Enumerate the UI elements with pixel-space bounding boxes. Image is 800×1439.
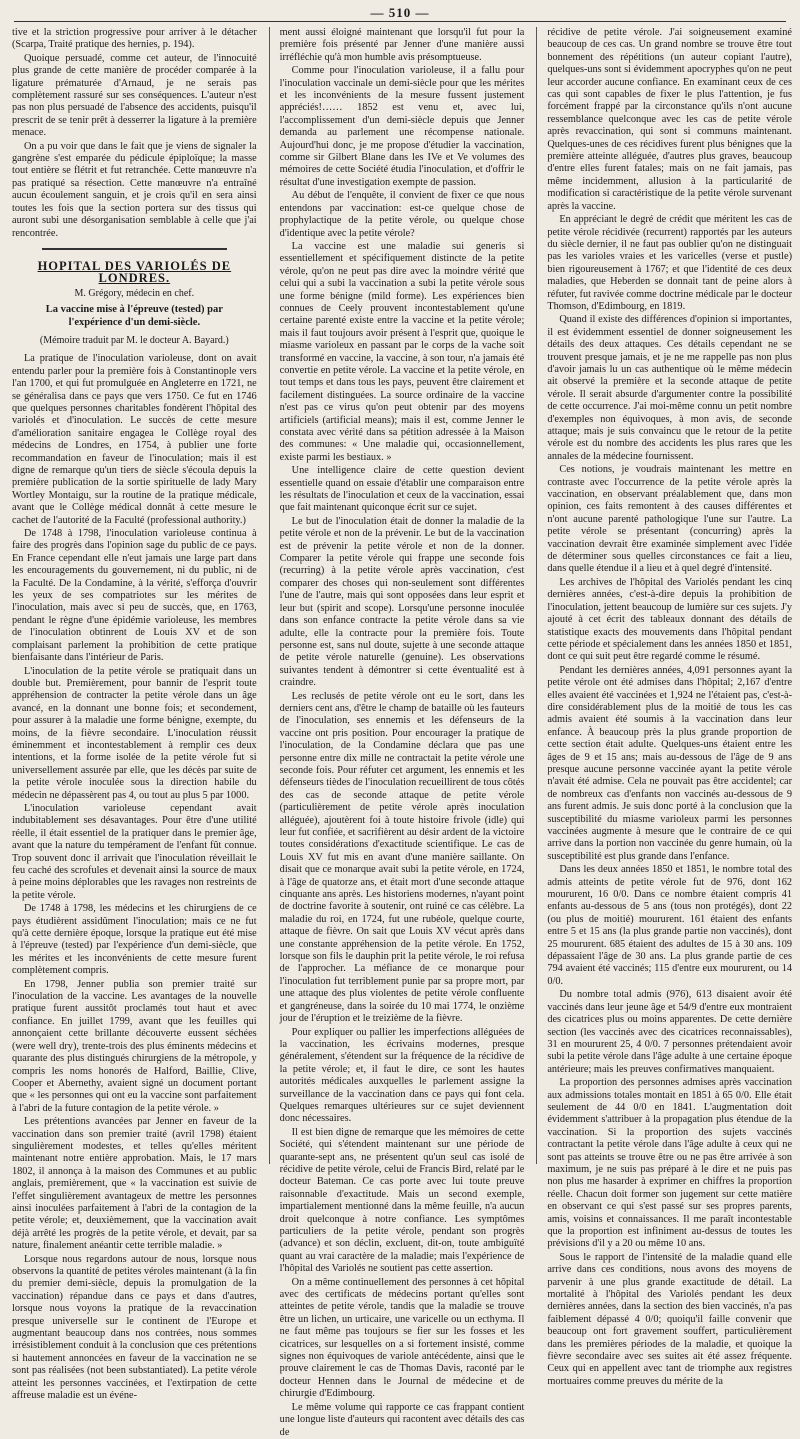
paragraph: Sous le rapport de l'intensité de la maladie quand elle arrive dans ces conditions, nous avons des moyens de parvenir à une plus grande exactitude de détail. La mortalité à l'hôpital des Variolés pendant les deux dernières années, dans la section des bien vaccinés, n'a pas faiblement dépassé 4 0/0; quoiqu'il faille convenir que beaucoup ont fort gravement souffert, particulièrement dans les premières périodes de la maladie, et quoique la fièvre secondaire avec ses suites ait été assez fréquente. Ceux qui en appellent avec tant de triomphe aux registres mortuaires comme preuves du mérite de la xyxy=(547,1251,793,1387)
paragraph: Quoique persuadé, comme cet auteur, de l'innocuité plus grande de cette manière de procéder comparée à la ligature prématurée d'Arnaud, je ne serais pas complètement rassuré sur ses conséquences. L'auteur n'est pas non plus persuadé de l'absence des accidents, puisqu'il prescrit de se tenir prêt à desserrer la ligature à la première menace. xyxy=(12,52,257,139)
column-1 xyxy=(12,27,257,1402)
paragraph: ment aussi éloigné maintenant que lorsqu'il fut pour la première fois présenté par Jenner d'une manière aussi irréfléchie qu'à mon humble avis présomptueuse. xyxy=(279,27,525,63)
column-3 xyxy=(536,27,793,1387)
header-rule xyxy=(14,21,786,22)
paragraph: Dans les deux années 1850 et 1851, le nombre total des admis atteints de petite vérole fut de 976, dont 162 moururent, 16 0/0. Dans ce nombre étaient compris 41 enfants au-dessous de 5 ans (tous non protégés), dont 22 (ou plus de moitié) moururent. 161 étaient des enfants entre 5 et 15 ans (la plus grande partie non vaccinés), dont 25 moururent. 685 étaient des adultes de 15 à 30 ans. 109 dépassaient l'âge de 30 ans. La plus grande partie de ces 794 avaient été vaccinés; 115 d'entre eux moururent, ou 14 0/0. xyxy=(547,864,793,987)
article-separator xyxy=(42,248,227,250)
paragraph: Quand il existe des différences d'opinion si importantes, il est évidemment essentiel de donner soigneusement les détails des deux attaques. Ces détails cependant ne se trouvent presque jamais, et je ne me rappelle pas non plus d'avoir jamais lu un cas authentique où le même médecin ait observé la première et la seconde attaque de petite vérole. Il serait absurde d'argumenter contre la possibilité de cette occurrence. J'ai moi-même connu un petit nombre d'exemples non équivoques, à mon avis, de seconde attaque; mais je suis convaincu que le retour de la petite vérole est du nombre des accidents les plus rares que les annales de la médecine fournissent. xyxy=(547,314,793,462)
paragraph: Le même volume qui rapporte ce cas frappant contient une longue liste d'auteurs qui racontent avec détails des cas de xyxy=(279,1401,525,1438)
article-byline: M. Grégory, médecin en chef. xyxy=(74,287,195,299)
paragraph: Le but de l'inoculation était de donner la maladie de la petite vérole et non de la prévenir. Le but de la vaccination est de prévenir la petite vérole et non de la donner. Comparer la petite vérole qui frappe une seconde fois (recurring) à la petite vérole après vaccination, c'est comparer des choses qui non-seulement sont différentes l'une de l'autre, mais qui sont opposées dans leur esprit et leur but (spirit and scope). Lorsqu'une personne inoculée dans son enfance contracte la petite vérole dans sa vie adulte, elle la contracte pour la première fois. Toute personne est, sans nul doute, sujette à une seconde attaque de petite vérole naturelle (genuine). Les observations suivantes tendent à démontrer si cette éventualité est à craindre. xyxy=(279,515,525,689)
paragraph: On a même continuellement des personnes à cet hôpital avec des certificats de médecins portant qu'elles sont atteintes de petite vérole, tandis que la maladie se trouve être un lichen, un urticaire, une varicelle ou un ecthyma. Il ne faut même pas toujours se fier sur les fosses et les cicatrices, sur lesquelles on a si fortement insisté, comme signes non équivoques de variole antécédente, ainsi que le prouve clairement le cas de Thomas Davis, raconté par le docteur Hennen dans le Journal de médecine et de chirurgie d'Edimbourg. xyxy=(279,1276,525,1400)
page-number: — 510 — xyxy=(370,5,430,20)
paragraph: Pour expliquer ou pallier les imperfections alléguées de la vaccination, les écrivains modernes, presque généralement, s'étendent sur la fréquence de la récidive de la petite vérole; et, il faut le dire, ce sont les hautes autorités médicales auxquelles le parlement assigne la surveillance de la vaccination dans ce pays qui font cela. Quelques remarques ultérieures sur ce sujet deviennent donc nécessaires. xyxy=(279,1026,525,1125)
paragraph: Les archives de l'hôpital des Variolés pendant les cinq dernières années, c'est-à-dire depuis la prohibition de l'inoculation, jettent beaucoup de lumière sur ces sujets. J'y ajouté à cet écrit des tableaux donnant des détails de statistique exacts des mouvements dans l'hôpital pendant cette période et spécialement dans les années 1850 et 1851, dont ce qui suit peut être regardé comme le résumé. xyxy=(547,576,793,663)
paragraph: De 1748 à 1798, les médecins et les chirurgiens de ce pays étudièrent assidûment l'inoculation; mais ce ne fut qu'à cette dernière époque, lorsque la pratique eut été mise à l'épreuve (tested) par l'expérience d'un demi-siècle, que les mérites et les inconvénients de cette mesure furent complètement compris. xyxy=(12,903,257,977)
article-title: HOPITAL DES VARIOLÉS DE LONDRES. xyxy=(37,258,232,286)
text-columns xyxy=(12,27,793,1438)
paragraph: L'inoculation varioleuse cependant avait indubitablement ses désavantages. Pour être d'une utilité réelle, il était essentiel de la pratiquer dans le premier âge, avant que la nature du tempérament de l'enfant fût connue. Trop souvent donc il arrivait que l'inoculation réveillait le feu caché des scrofules et devenait ainsi la source de maux à peine moins déplorables que les ravages non restreints de la petite vérole. xyxy=(12,802,257,901)
paragraph: Comme pour l'inoculation varioleuse, il a fallu pour l'inoculation vaccinale un demi-siècle pour que les mérites et les inconvénients de la mesure fussent justement appréciés!…… 1852 est venu et, avec lui, l'accomplissement d'un demi-siècle depuis que Jenner demanda au parlement une récompense nationale. Aujourd'hui donc, je me propose d'étudier la vaccination, comme sir Gilbert Blane dans les IVe et Ve volumes des mémoires de cette Société étudia l'inoculation, et d'offrir le résultat d'une investigation exempte de passion. xyxy=(279,65,525,188)
paragraph: Pendant les dernières années, 4,091 personnes ayant la petite vérole ont été admises dans l'hôpital; 2,167 d'entre elles avaient été vaccinées et 1,924 ne l'étaient pas, c'est-à-dire considérablement plus de la moitié de tous les cas admis avaient été soumis à la vaccination dans leur enfance. À beaucoup près la plus grande proportion de cette section était adulte. Quelques-uns étaient entre les âges de 9 et 15 ans; mais au-dessous de l'âge de 9 ans presque aucune personne vaccinée ayant la petite vérole n'avait été admise. Cela ne pouvait pas être accidentel; car de nombreux cas d'enfants non vaccinés au-dessous de 9 ans furent admis. Je suis donc porté à la conclusion que la susceptibilité du miasme varioleux parmi les personnes vaccinées augmente à mesure que le contraire de ce qui arrive dans la portion non vaccinée du genre humain, où la susceptibilité est plus grande dans l'enfance. xyxy=(547,664,793,862)
paragraph: Ces notions, je voudrais maintenant les mettre en contraste avec l'occurrence de la petite vérole après la vaccination, en observant préalablement que, dans mon opinion, ces faits remontent à des causes différentes et n'ont aucune parenté pathologique l'une sur l'autre. La petite vérole se présentant (concurring) après la vaccination devrait être examinée simplement avec l'idée de déterminer sous quelles circonstances ce fait a lieu, dans quelle étendue il a lieu et à quel degré d'intensité. xyxy=(547,464,793,575)
paragraph: On a pu voir que dans le fait que je viens de signaler la gangrène s'est emparée du pédicule épiploïque; la masse tout entière se flétrit et fut retranchée. Cette manœuvre n'a pas pratiqué sa résection. Cette manœuvre n'a entraîné aucun écoulement sanguin, et je crois qu'il en sera ainsi toutes les fois que la section portera sur des tissus qui auront subi une désorganisation semblable à celle que j'ai rencontrée. xyxy=(12,140,257,239)
paragraph: tive et la striction progressive pour arriver à le détacher (Scarpa, Traité pratique des hernies, p. 194). xyxy=(12,27,257,51)
paragraph: En 1798, Jenner publia son premier traité sur l'inoculation de la vaccine. Les avantages de la nouvelle pratique furent aussitôt proclamés tout haut et avec confiance. En juillet 1799, avant que les feuilles qui annonçaient cette brillante découverte eussent séchées (were well dry), trente-trois des plus éminents médecins et quarante des plus distingués chirurgiens de la métropole, y compris les noms honorés de Halford, Baillie, Clive, Cooper et Abernethy, avaient signé un document portant que « les personnes qui ont eu la vaccine sont parfaitement à l'abri de la future contagion de la petite vérole. » xyxy=(12,978,257,1114)
paragraph: De 1748 à 1798, l'inoculation varioleuse continua à faire des progrès dans l'opinion sage du public de ce pays. En France cependant elle n'eut jamais une large part dans les encouragements du gouvernement, ni du public, ni de la Faculté. De la Condamine, à la vérité, s'efforça d'ouvrir les yeux de ses compatriotes sur les mérites de l'inoculation, mais avec si peu de succès, que, en 1763, pendant le règne d'une épidémie varioleuse, les membres de l'inoculation obtinrent de Louis XV et de son complaisant parlement la prohibition de cette pratique bienfaisante dans l'intérieur de Paris. xyxy=(12,528,257,664)
paragraph: récidive de petite vérole. J'ai soigneusement examiné beaucoup de ces cas. Un grand nombre se trouve être tout bonnement des répétitions (un auteur copiant l'autre), quelques-uns sont si évidemment apocryphes qu'on ne peut leur accorder aucune confiance. En examinant ceux de ces cas qui sont capables de fixer le plus l'attention, je fus forcément frappé par la circonstance qu'ils n'ont aucune ressemblance quelconque avec les cas de petite vérole après revaccination, qui sont si communs maintenant. Quelques-unes de ces récidives furent plus bénignes que la première atteinte alléguée, d'autres plus graves, beaucoup d'entre elles furent fatales; mais on ne fait jamais, pas même incidemment, allusion à la particularité de modification si caractéristique de la petite vérole survenant après la vaccine. xyxy=(547,27,793,212)
page-header xyxy=(0,0,800,22)
article-subtitle: La vaccine mise à l'épreuve (tested) par l'expérience d'un demi-siècle. xyxy=(45,304,223,328)
paragraph: Au début de l'enquête, il convient de fixer ce que nous entendons par vaccination: est-ce quelque chose de prophylactique de la petite vérole, ou quelque chose d'identique avec la petite vérole? xyxy=(279,190,525,239)
paragraph: Il est bien digne de remarque que les mémoires de cette Société, qui s'étendent maintenant sur une période de quarante-sept ans, ne présentent qu'un seul cas isolé de récidive de petite vérole, celui de Francis Bird, relaté par le docteur Bateman. Ce cas porte avec lui toute preuve raisonnable d'exactitude. Mais un second exemple, impartialement mentionné dans la même feuille, n'a aucun droit quelconque à notre confiance. Les symptômes particuliers de la petite vérole, pendant son progrès (advance) et son déclin, excluent, dit-on, toute ambiguïté quant au vrai caractère de la maladie; mais l'expérience de l'hôpital des Variolés ne soutient pas cette assertion. xyxy=(279,1126,525,1275)
paragraph: L'inoculation de la petite vérole se pratiquait dans un double but. Premièrement, pour bannir de l'esprit toute appréhension de contracter la petite vérole dans un âge avancé, en la donnant une bonne fois; et secondement, pour assurer à la maladie une forme bénigne, exempte, du moins, de la fièvre secondaire. L'inoculation réussit éminemment et incontestablement à remplir ces deux intentions, et la forme isolée de la petite vérole fut si universellement assurée par elle, que les décès par suite de la petite vérole inoculée sous la direction habile du médecin ne dépassèrent pas 4, ou tout au plus 5 par 1000. xyxy=(12,665,257,801)
paragraph: La pratique de l'inoculation varioleuse, dont on avait entendu parler pour la première fois à Constantinople vers l'an 1700, et qui fut promulguée en Angleterre en 1721, ne se généralisa dans ce pays que vers 1750. Ce fut en 1746 que quelques personnes charitables fondèrent l'hôpital des variolés et d'inoculation. Le succès de cette mesure d'amélioration sanitaire engagea le Collège royal des médecins de Londres, en 1754, à publier une forte recommandation en faveur de l'inoculation; mais il est digne de remarque qu'un tiers de siècle s'écoula depuis la première publication de la sortie spirituelle de lady Mary Wortley Montaigu, sur la routine de la pratique médicale, avant que le Collège médical donnât à cette mesure le cachet de l'autorité de la Faculté (professional authority.) xyxy=(12,353,257,526)
paragraph: Du nombre total admis (976), 613 disaient avoir été vaccinés dans leur jeune âge et 54/9 d'entre eux montraient des cicatrices plus ou moins apparentes. De cette dernière section (les vaccinés avec des cicatrices reconnaissables), 31 en moururent 25, 4 0/0. 7 personnes prétendaient avoir subi la petite vérole dans l'âge adulte à une certaine époque antérieure; mais les preuves confirmatives manquaient. xyxy=(547,989,793,1075)
paragraph: La proportion des personnes admises après vaccination aux admissions totales montait en 1851 à 65 0/0. Elle était seulement de 44 0/0 en 1841. L'augmentation doit évidemment s'attribuer à la propagation plus étendue de la vaccination. Si la proportion des sujets vaccinés contractant la petite vérole dans l'âge adulte à ceux qui ne sont pas atteints se trouve être ou ne pas être arrivée à son maximum, je ne suis pas préparé à le dire et ne puis pas non plus me hasarder à exprimer en chiffres la proportion réelle. Chacun doit former son jugement sur cette matière en observant ce qui s'est passé sur ses propres parents, amis, voisins et connaissances. Il me paraît incontestable que la proportion est infiniment au-dessus de toutes les prévisions d'il y a 20 ou même 10 ans. xyxy=(547,1077,793,1250)
paragraph: En appréciant le degré de crédit que méritent les cas de petite vérole récidivée (recurrent) rapportés par les auteurs du siècle dernier, il ne faut pas oublier qu'on ne distinguait pas les varioles vraies et les varicelles (verse et pustle) bien rigoureusement à 1767; et que l'identité de ces deux maladies, que Heberden se donnait tant de peine alors à réfuter, fut ravivée comme doctrine médicale par le docteur Thomson, d'Edimbourg, en 1819. xyxy=(547,214,793,312)
paragraph: La vaccine est une maladie sui generis si essentiellement et spécifiquement distincte de la petite vérole, qu'on ne peut pas dire avec la moindre vérité que celui qui a subi la vaccination a subi la petite vérole sous une forme bénigne (mild forme). Les expériences bien connues de Ceely prouvent incontestablement qu'une certaine parenté existe entre la vaccine et la petite vérole; mais il faut toujours avoir présent à l'esprit que, quoique le miasme varioleux en passant par le corps de la vache soit transformé en vaccine, la vaccine, à son tour, n'a jamais été convertie en petite vérole. La vaccine et la petite vérole, en tout temps et dans tous les pays, peuvent être clairement et facilement distinguées. La source ordinaire de la vaccine n'est pas ce virus qu'on peut obtenir par des moyens artificiels (artificial means); mais il est, comme Jenner le constata avec vérité dans sa pétition adressée à la Maison des communes: « Une maladie qui, occasionnellement, existe parmi les bestiaux. » xyxy=(279,240,525,463)
column-2 xyxy=(269,27,525,1438)
translation-note: (Mémoire traduit par M. le docteur A. Bayard.) xyxy=(39,334,229,346)
paragraph: Les prétentions avancées par Jenner en faveur de la vaccination dans son premier traité (avril 1798) étaient singulièrement modestes, et telles qu'elles méritent maintenant notre entière approbation. Mais, le 17 mars 1802, il annonça à la maison des Communes et au public anglais, premièrement, que « la vaccination est suivie de l'effet singulièrement avantageux de mettre les personnes ainsi inoculées parfaitement à l'abri de la contagion de la petite vérole; et, deuxièmement, que la vaccination avait déjà arrêté les progrès de la petite vérole, et devait, par sa nature, finalement anéantir cette terrible maladie. » xyxy=(12,1116,257,1252)
paragraph: Lorsque nous regardons autour de nous, lorsque nous observons la quantité de petites véroles maintenant (à la fin du premier demi-siècle, depuis la promulgation de la vaccination) répandue dans ce pays et dans d'autres, lorsque nous voyons la pratique de la revaccination presque universelle sur le continent de l'Europe et augmentant beaucoup dans nos contrées, nous sommes irrésistiblement conduit à la conclusion que ces prétentions si hautement annoncées en faveur de la vaccination ne se sont pas réalisées (not been substantiated). La petite vérole atteint les personnes vaccinées, et l'extirpation de cette affreuse maladie est un événe- xyxy=(12,1253,257,1402)
paragraph: Une intelligence claire de cette question devient essentielle quand on essaie d'établir une comparaison entre les résultats de l'inoculation et ceux de la vaccination, essai que fait maintenant quiconque écrit sur ce sujet. xyxy=(279,465,525,514)
paragraph: Les reclusés de petite vérole ont eu le sort, dans les derniers cent ans, d'être le champ de bataille où les fauteurs de l'inoculation, ses ennemis et les défenseurs de la vaccine ont pris position. Pour encourager la pratique de l'inoculation, de la Condamine déclara que pas une personne entre dix mille ne contractait la petite vérole une seconde fois. Pour réfuter cet argument, les ennemis et les défenseurs tièdes de l'inoculation recueillirent de tous côtés des cas de seconde attaque de petite vérole (particulièrement de petite vérole après inoculation alléguée), ajoutèrent foi à toute histoire frivole (idle) qui leur fut confiée, et sacrifièrent au désir ardent de la victoire toutes considérations d'exactitude scientifique. Le cas de Louis XV fut mis en avant d'une manière saillante. On disait que ce monarque avait subi la petite vérole, en 1724, à l'âge de quatorze ans, et était mort d'une seconde attaque cinquante ans après. Les historiens modernes, n'ayant point de doctrine favorite à soutenir, ont ruiné ce cas célèbre. La maladie du roi, en 1724, fut une rubéole, quelque courte, attaque de fièvre. On sait que Louis XV vécut après dans une constante appréhension de la petite vérole. En 1752, lorsque son fils le dauphin prit la petite vérole, le roi refusa de l'approcher. La méfiance de ce monarque pour l'inoculation fut terriblement punie par sa propre mort, par une attaque des plus violentes de petite vérole confluente et gangréneuse, dans la soirée du 10 mai 1774, le onzième jour de l'éruption et le treizième de la fièvre. xyxy=(279,690,525,1025)
